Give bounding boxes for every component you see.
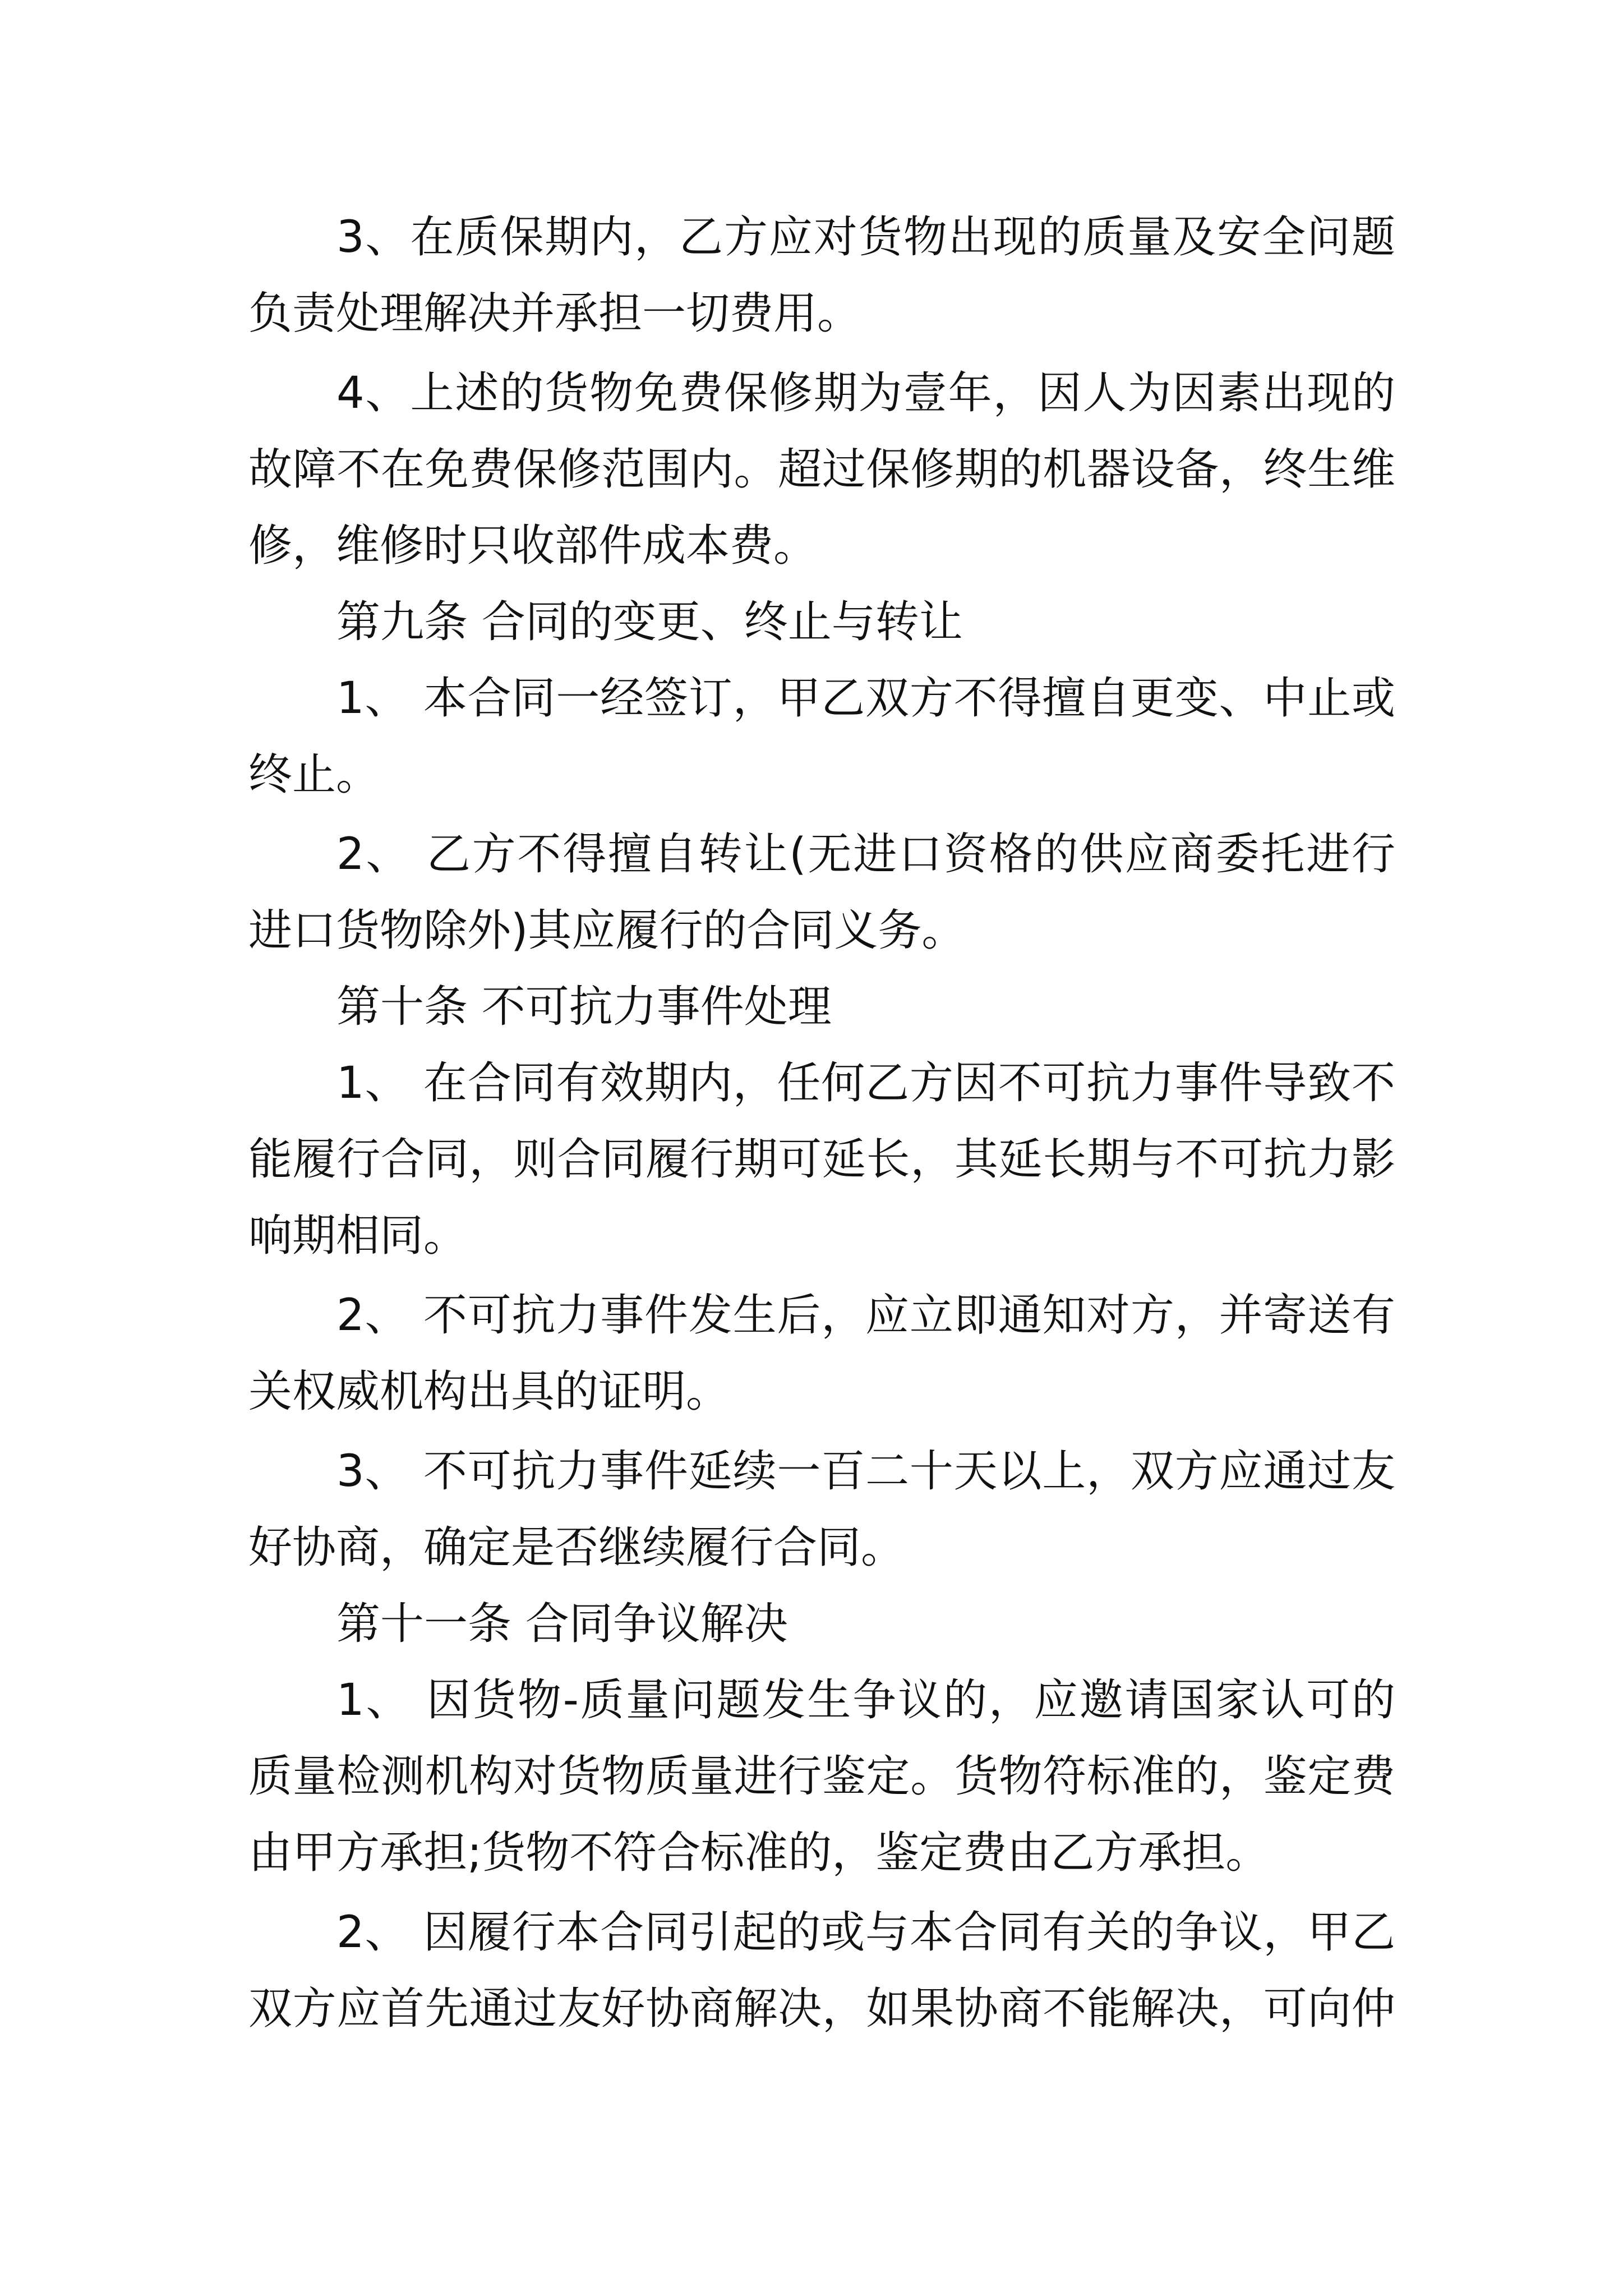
paragraph-line: 2、 乙方不得擅自转让(无进口资格的供应商委托进行 <box>336 829 1395 880</box>
paragraph-line: 关权威机构出具的证明。 <box>248 1366 730 1417</box>
paragraph-line: 4、上述的货物免费保修期为壹年，因人为因素出现的 <box>336 368 1395 418</box>
paragraph-line: 负责处理解决并承担一切费用。 <box>248 288 861 339</box>
paragraph-line: 响期相同。 <box>248 1211 468 1261</box>
section-heading: 第十一条 合同争议解决 <box>336 1599 788 1649</box>
paragraph-line: 能履行合同，则合同履行期可延长，其延长期与不可抗力影 <box>248 1134 1395 1185</box>
paragraph-line: 1、 在合同有效期内，任何乙方因不可抗力事件导致不 <box>336 1058 1395 1108</box>
paragraph-line: 修，维修时只收部件成本费。 <box>248 521 818 571</box>
paragraph-line: 1、 因货物-质量问题发生争议的，应邀请国家认可的 <box>336 1675 1395 1726</box>
paragraph-line: 3、在质保期内，乙方应对货物出现的质量及安全问题 <box>336 212 1395 263</box>
document-body <box>248 199 1395 2047</box>
paragraph-line: 2、 因履行本合同引起的或与本合同有关的争议，甲乙 <box>336 1907 1395 1958</box>
paragraph-line: 1、 本合同一经签订，甲乙双方不得擅自更变、中止或 <box>336 673 1395 724</box>
paragraph-line: 好协商，确定是否继续履行合同。 <box>248 1522 905 1573</box>
paragraph-line: 3、 不可抗力事件延续一百二十天以上，双方应通过友 <box>336 1446 1395 1497</box>
paragraph-line: 由甲方承担;货物不符合标准的，鉴定费由乙方承担。 <box>248 1828 1270 1878</box>
paragraph-line: 终止。 <box>248 749 380 800</box>
paragraph-line: 双方应首先通过友好协商解决，如果协商不能解决，可向仲 <box>248 1984 1395 2034</box>
paragraph-line: 进口货物除外)其应履行的合同义务。 <box>248 905 966 956</box>
paragraph-line: 质量检测机构对货物质量进行鉴定。货物符标准的，鉴定费 <box>248 1751 1395 1802</box>
section-heading: 第九条 合同的变更、终止与转让 <box>336 597 963 647</box>
section-heading: 第十条 不可抗力事件处理 <box>336 982 832 1032</box>
paragraph-line: 故障不在免费保修范围内。超过保修期的机器设备，终生维 <box>248 444 1395 495</box>
paragraph-line: 2、 不可抗力事件发生后，应立即通知对方，并寄送有 <box>336 1290 1395 1341</box>
